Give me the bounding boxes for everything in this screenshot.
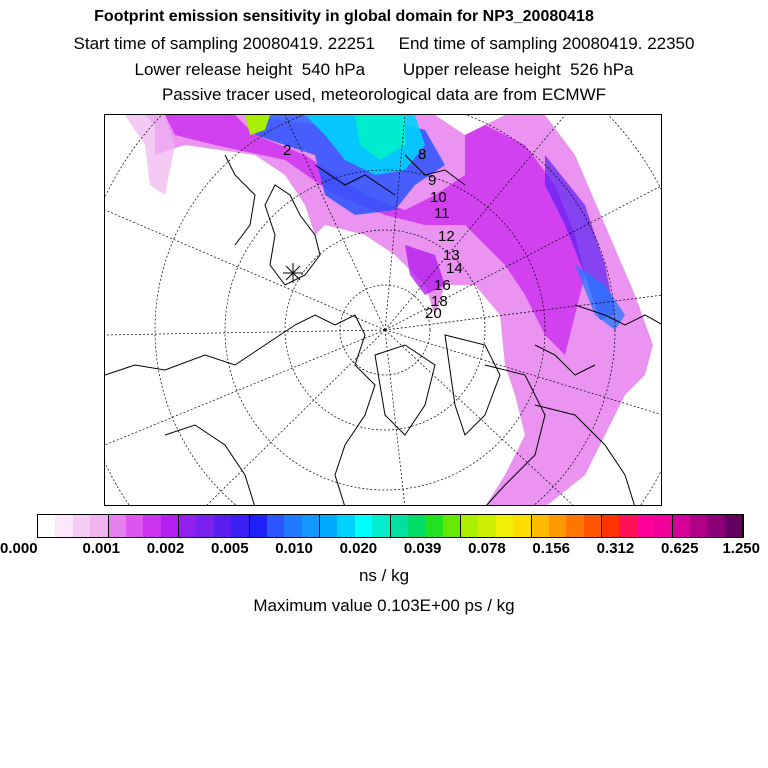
colorbar-swatch <box>637 515 654 537</box>
colorbar-swatch <box>284 515 301 537</box>
colorbar-tick-label: 0.010 <box>275 540 313 557</box>
colorbar-unit: ns / kg <box>358 566 410 585</box>
lower-height: Lower release height 540 hPa <box>134 60 366 79</box>
colorbar-swatch <box>549 515 566 537</box>
colorbar-swatch <box>109 515 126 537</box>
colorbar-tick-label: 0.156 <box>532 540 570 557</box>
start-time: Start time of sampling 20080419. 22251 <box>73 34 376 53</box>
colorbar-swatch <box>496 515 513 537</box>
colorbar-swatch <box>725 515 743 537</box>
trajectory-label: 14 <box>446 260 463 277</box>
colorbar-swatch <box>372 515 390 537</box>
trajectory-label: 9 <box>428 172 437 189</box>
colorbar-swatch <box>126 515 143 537</box>
trajectory-label: 10 <box>430 189 447 206</box>
colorbar-swatch <box>90 515 108 537</box>
colorbar-tick-label: 0.625 <box>660 540 699 557</box>
colorbar-swatch <box>250 515 267 537</box>
end-time: End time of sampling 20080419. 22350 <box>398 34 695 53</box>
colorbar-swatch <box>196 515 213 537</box>
colorbar-tick-label: 0.039 <box>403 540 442 557</box>
colorbar-swatch <box>55 515 72 537</box>
colorbar-swatch <box>337 515 354 537</box>
colorbar-swatch <box>513 515 531 537</box>
upper-height: Upper release height 526 hPa <box>402 60 634 79</box>
colorbar-tick-label: 0.000 <box>0 540 38 557</box>
colorbar-tick-label: 0.312 <box>596 540 635 557</box>
colorbar-swatch <box>690 515 707 537</box>
colorbar-swatch <box>478 515 495 537</box>
colorbar-swatch <box>408 515 425 537</box>
sampling-times <box>0 34 768 54</box>
trajectory-label: 2 <box>283 142 292 159</box>
colorbar-swatch <box>143 515 160 537</box>
colorbar-swatch <box>73 515 90 537</box>
colorbar-swatch <box>425 515 442 537</box>
colorbar-swatch <box>214 515 231 537</box>
colorbar-swatch <box>161 515 179 537</box>
colorbar-swatch <box>443 515 461 537</box>
colorbar-swatch <box>320 515 337 537</box>
colorbar-swatch <box>673 515 690 537</box>
maximum-value: Maximum value 0.103E+00 ps / kg <box>253 596 515 615</box>
trajectory-label: 18 <box>431 293 448 310</box>
colorbar-swatch <box>302 515 320 537</box>
colorbar-swatch <box>602 515 619 537</box>
release-site-asterisk <box>283 263 303 283</box>
colorbar-tick-label: 0.005 <box>211 540 249 557</box>
colorbar-tick-label: 0.001 <box>82 540 121 557</box>
colorbar-swatch <box>532 515 549 537</box>
trajectory-label: 11 <box>434 205 450 222</box>
colorbar-tick-label: 0.078 <box>468 540 506 557</box>
colorbar-swatch <box>179 515 196 537</box>
colorbar-swatch <box>267 515 284 537</box>
footprint-map <box>104 114 662 506</box>
trajectory-label: 8 <box>418 146 427 163</box>
release-heights <box>0 60 768 80</box>
colorbar-swatch <box>461 515 478 537</box>
trajectory-label: 20 <box>425 305 442 322</box>
trajectory-label: 16 <box>434 277 451 294</box>
colorbar-swatch <box>654 515 672 537</box>
map-title: Footprint emission sensitivity in global domain for NP3_20080418 <box>94 8 594 25</box>
colorbar-swatch <box>619 515 636 537</box>
trajectory-label: 12 <box>438 228 455 245</box>
colorbar-swatch <box>38 515 55 537</box>
colorbar-swatch <box>707 515 724 537</box>
colorbar-tick-label: 0.002 <box>146 540 185 557</box>
colorbar <box>37 514 744 538</box>
colorbar-swatch <box>566 515 583 537</box>
colorbar-tick-label: 1.250 <box>722 540 760 557</box>
colorbar-swatch <box>355 515 372 537</box>
colorbar-swatch <box>231 515 249 537</box>
tracer-info: Passive tracer used, meteorological data are from ECMWF <box>161 85 607 104</box>
map-canvas <box>105 115 662 506</box>
trajectory-label: 13 <box>443 247 460 264</box>
colorbar-swatch <box>584 515 602 537</box>
colorbar-tick-label: 0.020 <box>339 540 378 557</box>
colorbar-swatch <box>391 515 408 537</box>
